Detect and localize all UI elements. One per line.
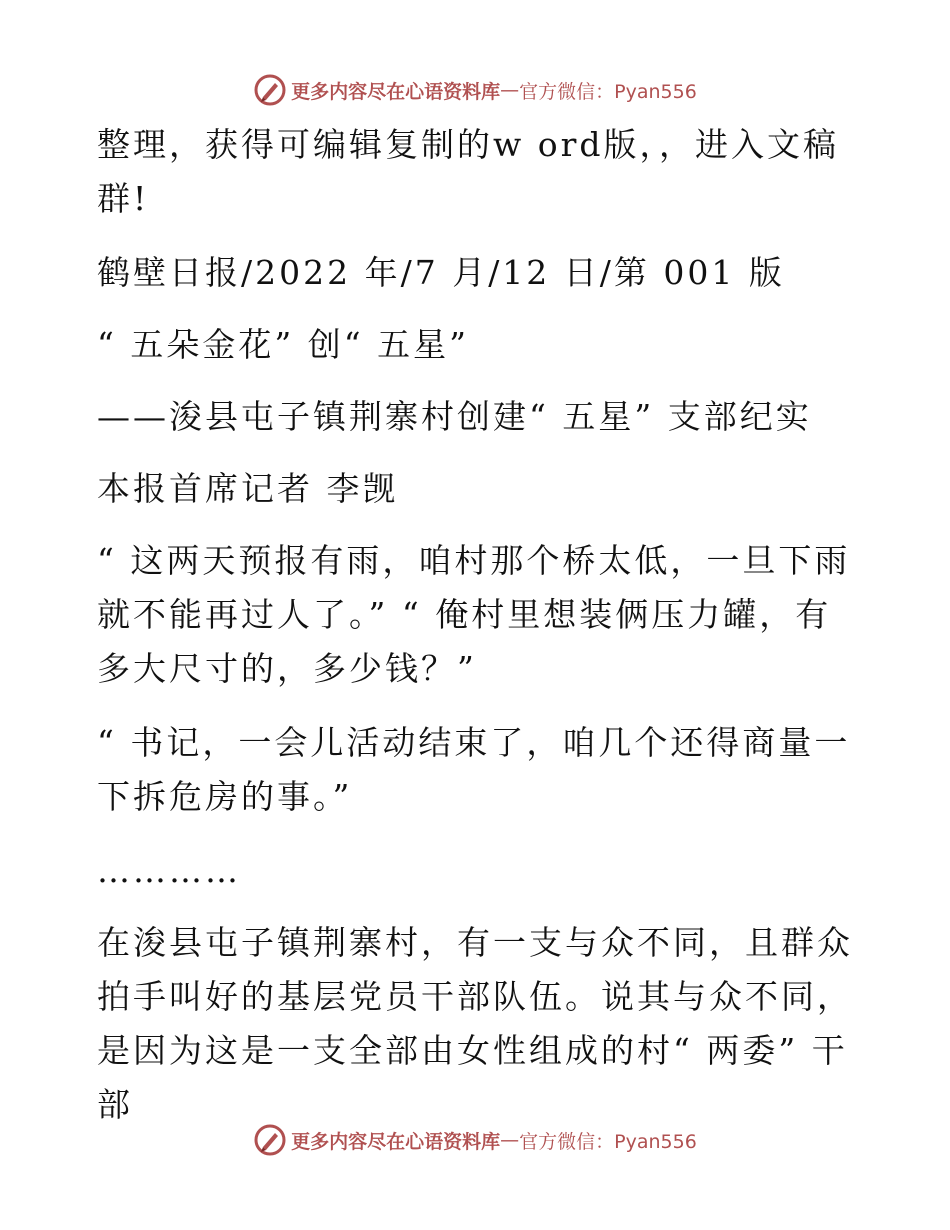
paragraph-intro: 整理，获得可编辑复制的w ord版，，进入文稿群! <box>97 125 840 218</box>
pen-logo-icon <box>253 1123 287 1157</box>
watermark-contact: 官方微信：Pyan556 <box>519 1130 697 1153</box>
footer-watermark <box>0 1120 950 1160</box>
paragraph-source: 鹤壁日报/2022 年/7 月/12 日/第 001 版 <box>97 253 785 292</box>
article-title: “ 五朵金花” 创“ 五星” <box>97 325 469 364</box>
watermark-text: 更多内容尽在心语资料库 <box>291 80 501 103</box>
paragraph-ellipsis: ………… <box>97 851 241 890</box>
paragraph-body: 在浚县屯子镇荆寨村，有一支与众不同，且群众拍手叫好的基层党员干部队伍。说其与众不同，是因为这是一支全部由女性组成的村“ 两委” 干部 <box>97 923 853 1124</box>
header-watermark <box>0 70 950 110</box>
paragraph-quote-2: “ 书记，一会儿活动结束了，咱几个还得商量一下拆危房的事。” <box>97 723 851 816</box>
watermark-contact: 官方微信：Pyan556 <box>519 80 697 103</box>
watermark-text: 更多内容尽在心语资料库 <box>291 1130 501 1153</box>
article-byline: 本报首席记者 李觊 <box>97 469 399 508</box>
watermark-dash: — <box>500 79 520 101</box>
article-subtitle: ——浚县屯子镇荆寨村创建“ 五星” 支部纪实 <box>97 397 812 436</box>
document-body <box>97 118 857 1152</box>
paragraph-quote-1: “ 这两天预报有雨，咱村那个桥太低，一旦下雨就不能再过人了。” “ 俺村里想装俩压力罐，有多大尺寸的，多少钱？” <box>97 541 851 688</box>
watermark-dash: — <box>500 1129 520 1151</box>
pen-logo-icon <box>253 73 287 107</box>
